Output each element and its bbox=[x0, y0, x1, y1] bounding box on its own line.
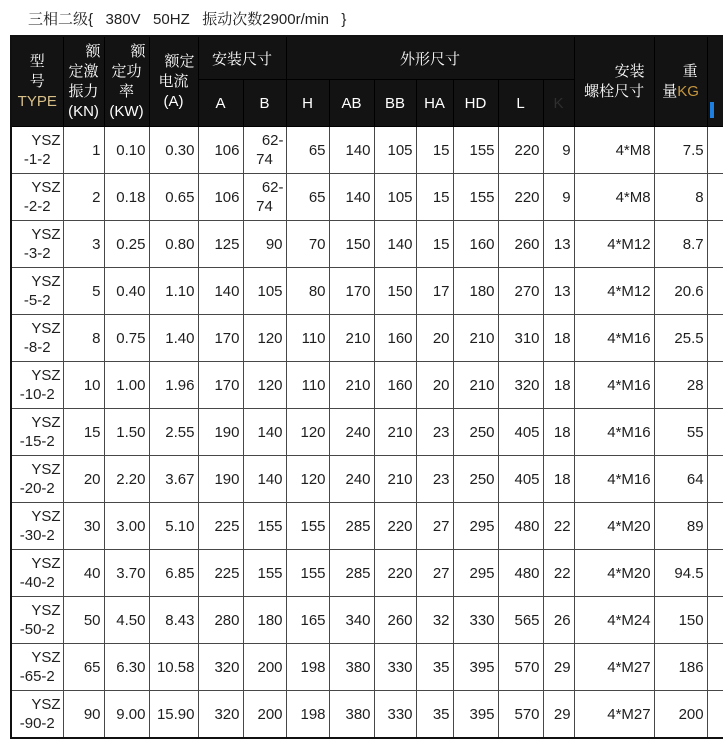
model-line1: YSZ bbox=[31, 461, 61, 478]
model-line1: YSZ bbox=[31, 508, 61, 525]
value-cell: 7.5 bbox=[654, 127, 707, 174]
value-cell: 180 bbox=[453, 268, 498, 315]
value-cell: 15 bbox=[63, 409, 104, 456]
value-cell: 2.20 bbox=[104, 456, 149, 503]
value-cell: 27 bbox=[416, 550, 453, 597]
model-cell bbox=[11, 268, 63, 315]
value-cell: 310 bbox=[498, 315, 543, 362]
value-cell: 18 bbox=[543, 409, 574, 456]
cutoff-cell bbox=[707, 315, 723, 362]
header-force-line: 振力 bbox=[68, 82, 99, 100]
value-cell: 210 bbox=[453, 362, 498, 409]
value-cell: 90 bbox=[243, 221, 286, 268]
value-cell: 225 bbox=[198, 550, 243, 597]
value-cell: 110 bbox=[286, 315, 329, 362]
model-line1: YSZ bbox=[31, 226, 61, 243]
value-cell: 198 bbox=[286, 644, 329, 691]
value-cell: 8 bbox=[63, 315, 104, 362]
header-force-line: 定激 bbox=[68, 62, 99, 80]
value-cell: 280 bbox=[198, 597, 243, 644]
header-current-line: 额定 bbox=[164, 52, 195, 70]
value-cell: 330 bbox=[374, 691, 416, 739]
value-cell: 320 bbox=[198, 691, 243, 739]
cutoff-cell bbox=[707, 174, 723, 221]
cutoff-cell bbox=[707, 221, 723, 268]
header-model-line: 号 bbox=[29, 72, 45, 90]
value-cell: 4*M12 bbox=[574, 268, 654, 315]
value-cell: 5.10 bbox=[149, 503, 198, 550]
value-cell: 4*M8 bbox=[574, 127, 654, 174]
value-cell: 35 bbox=[416, 691, 453, 739]
value-cell: 170 bbox=[198, 362, 243, 409]
value-cell: 18 bbox=[543, 456, 574, 503]
header-dim-BB: BB bbox=[374, 80, 416, 127]
model-cell bbox=[11, 456, 63, 503]
value-cell: 125 bbox=[198, 221, 243, 268]
value-cell: 170 bbox=[329, 268, 374, 315]
value-cell: 0.80 bbox=[149, 221, 198, 268]
value-cell: 140 bbox=[329, 174, 374, 221]
model-line2: -15-2 bbox=[19, 433, 55, 450]
header-model-type: TYPE bbox=[17, 92, 57, 110]
value-cell: 405 bbox=[498, 409, 543, 456]
model-line2: -3-2 bbox=[23, 245, 51, 262]
header-weight bbox=[654, 36, 707, 127]
value-cell: 4*M16 bbox=[574, 409, 654, 456]
cutoff-cell bbox=[707, 644, 723, 691]
cutoff-cell bbox=[707, 456, 723, 503]
value-cell: 89 bbox=[654, 503, 707, 550]
model-cell bbox=[11, 362, 63, 409]
cutoff-cell bbox=[707, 127, 723, 174]
model-cell bbox=[11, 550, 63, 597]
value-cell: 65 bbox=[286, 174, 329, 221]
value-cell: 4*M12 bbox=[574, 221, 654, 268]
header-bolt-size bbox=[574, 36, 654, 127]
model-cell bbox=[11, 174, 63, 221]
value-cell: 405 bbox=[498, 456, 543, 503]
value-cell: 1.50 bbox=[104, 409, 149, 456]
value-cell: 3 bbox=[63, 221, 104, 268]
model-line2: -65-2 bbox=[19, 668, 55, 685]
model-cell bbox=[11, 597, 63, 644]
value-cell: 4*M20 bbox=[574, 550, 654, 597]
value-cell: 150 bbox=[329, 221, 374, 268]
value-cell: 0.75 bbox=[104, 315, 149, 362]
value-cell: 120 bbox=[243, 362, 286, 409]
model-line1: YSZ bbox=[31, 273, 61, 290]
value-cell: 4*M20 bbox=[574, 503, 654, 550]
cutoff-cell bbox=[707, 362, 723, 409]
header-power-line: 额 bbox=[130, 42, 146, 60]
value-cell: 23 bbox=[416, 456, 453, 503]
header-install-group: 安装尺寸 bbox=[198, 36, 286, 80]
value-cell: 210 bbox=[374, 409, 416, 456]
model-line2: -10-2 bbox=[19, 386, 55, 403]
table-row bbox=[11, 503, 723, 550]
value-cell: 285 bbox=[329, 503, 374, 550]
value-cell: 198 bbox=[286, 691, 329, 739]
header-dim-L: L bbox=[498, 80, 543, 127]
value-cell: 210 bbox=[329, 362, 374, 409]
value-cell: 1.10 bbox=[149, 268, 198, 315]
header-model bbox=[11, 36, 63, 127]
value-cell: 220 bbox=[498, 127, 543, 174]
value-cell: 4.50 bbox=[104, 597, 149, 644]
value-cell: 110 bbox=[286, 362, 329, 409]
value-cell: 210 bbox=[374, 456, 416, 503]
value-cell: 40 bbox=[63, 550, 104, 597]
value-cell: 165 bbox=[286, 597, 329, 644]
header-weight-line: 重 bbox=[682, 62, 698, 80]
cutoff-cell bbox=[707, 268, 723, 315]
value-cell: 105 bbox=[374, 174, 416, 221]
header-rated-power bbox=[104, 36, 149, 127]
header-dim-H: H bbox=[286, 80, 329, 127]
value-cell: 225 bbox=[198, 503, 243, 550]
value-cell: 395 bbox=[453, 691, 498, 739]
table-row bbox=[11, 127, 723, 174]
table-row bbox=[11, 362, 723, 409]
value-cell: 330 bbox=[453, 597, 498, 644]
header-force-line: (KN) bbox=[68, 102, 99, 120]
value-cell: 6.30 bbox=[104, 644, 149, 691]
value-cell: 15 bbox=[416, 221, 453, 268]
value-cell: 10.58 bbox=[149, 644, 198, 691]
value-cell: 105 bbox=[374, 127, 416, 174]
table-row bbox=[11, 174, 723, 221]
value-cell: 65 bbox=[286, 127, 329, 174]
table-row bbox=[11, 550, 723, 597]
table-row bbox=[11, 456, 723, 503]
model-line1: YSZ bbox=[31, 132, 61, 149]
value-cell: 15.90 bbox=[149, 691, 198, 739]
value-cell: 4*M24 bbox=[574, 597, 654, 644]
header-power-line: (KW) bbox=[109, 102, 144, 120]
value-cell: 0.10 bbox=[104, 127, 149, 174]
value-cell: 17 bbox=[416, 268, 453, 315]
table-row bbox=[11, 268, 723, 315]
value-cell: 105 bbox=[243, 268, 286, 315]
value-cell: 200 bbox=[654, 691, 707, 739]
value-cell: 0.18 bbox=[104, 174, 149, 221]
model-line1: YSZ bbox=[31, 602, 61, 619]
value-cell: 220 bbox=[498, 174, 543, 221]
header-row-groups bbox=[11, 36, 723, 80]
value-cell: 13 bbox=[543, 221, 574, 268]
header-current-line: 电流(A) bbox=[158, 72, 189, 110]
header-power-line: 定功率 bbox=[111, 62, 142, 100]
cutoff-cell bbox=[707, 691, 723, 739]
value-cell: 50 bbox=[63, 597, 104, 644]
value-cell: 160 bbox=[374, 315, 416, 362]
value-cell: 4*M27 bbox=[574, 691, 654, 739]
value-cell: 26 bbox=[543, 597, 574, 644]
table-body bbox=[11, 127, 723, 739]
table-row bbox=[11, 691, 723, 739]
value-cell: 150 bbox=[374, 268, 416, 315]
model-line2: -20-2 bbox=[19, 480, 55, 497]
value-cell: 9 bbox=[543, 174, 574, 221]
value-cell: 20 bbox=[416, 362, 453, 409]
header-cutoff-cell bbox=[707, 36, 723, 127]
header-bolt-line: 螺栓尺寸 bbox=[584, 82, 645, 100]
value-cell: 22 bbox=[543, 503, 574, 550]
value-cell: 18 bbox=[543, 362, 574, 409]
value-cell: 32 bbox=[416, 597, 453, 644]
value-cell: 90 bbox=[63, 691, 104, 739]
value-cell bbox=[243, 174, 286, 221]
model-line1: YSZ bbox=[31, 649, 61, 666]
value-cell: 1.40 bbox=[149, 315, 198, 362]
model-cell bbox=[11, 409, 63, 456]
value-cell: 190 bbox=[198, 409, 243, 456]
value-cell: 94.5 bbox=[654, 550, 707, 597]
table-row bbox=[11, 644, 723, 691]
value-cell: 395 bbox=[453, 644, 498, 691]
value-cell: 15 bbox=[416, 127, 453, 174]
value-line1: 62- bbox=[261, 179, 284, 196]
header-dim-HA: HA bbox=[416, 80, 453, 127]
value-cell: 120 bbox=[286, 456, 329, 503]
value-cell: 2 bbox=[63, 174, 104, 221]
header-dim-HD: HD bbox=[453, 80, 498, 127]
header-dim-B: B bbox=[243, 80, 286, 127]
value-cell: 120 bbox=[243, 315, 286, 362]
value-cell: 340 bbox=[329, 597, 374, 644]
value-cell: 210 bbox=[453, 315, 498, 362]
value-cell: 140 bbox=[243, 409, 286, 456]
header-weight-line2 bbox=[655, 82, 707, 102]
value-cell: 285 bbox=[329, 550, 374, 597]
value-cell: 160 bbox=[453, 221, 498, 268]
value-cell: 295 bbox=[453, 550, 498, 597]
header-rated-force bbox=[63, 36, 104, 127]
value-cell: 155 bbox=[243, 550, 286, 597]
weight-unit: KG bbox=[677, 82, 699, 100]
table-row bbox=[11, 597, 723, 644]
header-rated-current bbox=[149, 36, 198, 127]
value-cell: 150 bbox=[654, 597, 707, 644]
value-cell: 23 bbox=[416, 409, 453, 456]
value-cell: 35 bbox=[416, 644, 453, 691]
header-force-line: 额 bbox=[85, 42, 101, 60]
value-cell: 210 bbox=[329, 315, 374, 362]
value-cell: 4*M27 bbox=[574, 644, 654, 691]
value-cell: 480 bbox=[498, 550, 543, 597]
model-line2: -50-2 bbox=[19, 621, 55, 638]
value-cell: 240 bbox=[329, 456, 374, 503]
table-row bbox=[11, 409, 723, 456]
value-cell: 565 bbox=[498, 597, 543, 644]
value-cell: 106 bbox=[198, 174, 243, 221]
value-cell: 9.00 bbox=[104, 691, 149, 739]
table-row bbox=[11, 315, 723, 362]
value-cell: 170 bbox=[198, 315, 243, 362]
value-cell: 140 bbox=[329, 127, 374, 174]
value-cell: 0.30 bbox=[149, 127, 198, 174]
model-line2: -2-2 bbox=[23, 198, 51, 215]
value-cell: 570 bbox=[498, 644, 543, 691]
model-line2: -30-2 bbox=[19, 527, 55, 544]
value-cell: 155 bbox=[286, 550, 329, 597]
value-cell: 240 bbox=[329, 409, 374, 456]
model-line2: -5-2 bbox=[23, 292, 51, 309]
value-cell: 64 bbox=[654, 456, 707, 503]
model-cell bbox=[11, 315, 63, 362]
value-cell: 200 bbox=[243, 691, 286, 739]
value-cell: 9 bbox=[543, 127, 574, 174]
header-dim-A: A bbox=[198, 80, 243, 127]
value-cell: 380 bbox=[329, 644, 374, 691]
value-cell: 250 bbox=[453, 409, 498, 456]
value-cell: 30 bbox=[63, 503, 104, 550]
value-cell: 0.65 bbox=[149, 174, 198, 221]
value-cell: 0.40 bbox=[104, 268, 149, 315]
value-cell: 200 bbox=[243, 644, 286, 691]
value-cell: 4*M8 bbox=[574, 174, 654, 221]
value-cell: 10 bbox=[63, 362, 104, 409]
value-cell: 15 bbox=[416, 174, 453, 221]
value-cell: 29 bbox=[543, 644, 574, 691]
value-cell: 4*M16 bbox=[574, 456, 654, 503]
value-cell: 155 bbox=[453, 127, 498, 174]
value-cell: 3.67 bbox=[149, 456, 198, 503]
header-bolt-line: 安装 bbox=[614, 62, 645, 80]
value-cell: 295 bbox=[453, 503, 498, 550]
value-cell: 20 bbox=[416, 315, 453, 362]
value-cell: 25.5 bbox=[654, 315, 707, 362]
value-cell: 186 bbox=[654, 644, 707, 691]
value-cell: 27 bbox=[416, 503, 453, 550]
spec-table bbox=[10, 35, 723, 739]
model-line1: YSZ bbox=[31, 320, 61, 337]
cutoff-cell bbox=[707, 550, 723, 597]
value-cell: 330 bbox=[374, 644, 416, 691]
value-cell: 180 bbox=[243, 597, 286, 644]
value-cell: 120 bbox=[286, 409, 329, 456]
value-cell: 18 bbox=[543, 315, 574, 362]
model-line1: YSZ bbox=[31, 696, 61, 713]
value-cell: 0.25 bbox=[104, 221, 149, 268]
model-cell bbox=[11, 127, 63, 174]
model-line2: -8-2 bbox=[23, 339, 51, 356]
model-line1: YSZ bbox=[31, 179, 61, 196]
value-cell: 29 bbox=[543, 691, 574, 739]
value-cell: 140 bbox=[374, 221, 416, 268]
spec-caption: 三相二级{ 380V 50HZ 振动次数2900r/min } bbox=[28, 11, 347, 28]
value-cell: 155 bbox=[243, 503, 286, 550]
value-cell: 1.00 bbox=[104, 362, 149, 409]
model-line2: -90-2 bbox=[19, 715, 55, 732]
value-cell bbox=[243, 127, 286, 174]
value-line1: 62- bbox=[261, 132, 284, 149]
value-cell: 320 bbox=[498, 362, 543, 409]
value-cell: 5 bbox=[63, 268, 104, 315]
value-cell: 220 bbox=[374, 503, 416, 550]
blue-edge-artifact bbox=[710, 102, 714, 118]
value-cell: 320 bbox=[198, 644, 243, 691]
value-cell: 8 bbox=[654, 174, 707, 221]
model-cell bbox=[11, 644, 63, 691]
header-outline-group: 外形尺寸 bbox=[286, 36, 574, 80]
value-cell: 160 bbox=[374, 362, 416, 409]
value-cell: 380 bbox=[329, 691, 374, 739]
model-cell bbox=[11, 691, 63, 739]
value-cell: 80 bbox=[286, 268, 329, 315]
value-cell: 270 bbox=[498, 268, 543, 315]
model-cell bbox=[11, 221, 63, 268]
value-cell: 65 bbox=[63, 644, 104, 691]
model-cell bbox=[11, 503, 63, 550]
value-cell: 3.70 bbox=[104, 550, 149, 597]
cutoff-cell bbox=[707, 503, 723, 550]
value-cell: 22 bbox=[543, 550, 574, 597]
value-cell: 20.6 bbox=[654, 268, 707, 315]
value-cell: 260 bbox=[374, 597, 416, 644]
cutoff-cell bbox=[707, 409, 723, 456]
value-cell: 70 bbox=[286, 221, 329, 268]
value-cell: 2.55 bbox=[149, 409, 198, 456]
value-cell: 13 bbox=[543, 268, 574, 315]
value-cell: 1.96 bbox=[149, 362, 198, 409]
value-cell: 140 bbox=[198, 268, 243, 315]
table-header bbox=[11, 36, 723, 127]
value-cell: 155 bbox=[453, 174, 498, 221]
value-cell: 260 bbox=[498, 221, 543, 268]
value-cell: 140 bbox=[243, 456, 286, 503]
value-cell: 4*M16 bbox=[574, 315, 654, 362]
value-cell: 4*M16 bbox=[574, 362, 654, 409]
header-model-line: 型 bbox=[29, 52, 45, 70]
value-cell: 220 bbox=[374, 550, 416, 597]
value-cell: 8.7 bbox=[654, 221, 707, 268]
value-cell: 570 bbox=[498, 691, 543, 739]
header-dim-AB: AB bbox=[329, 80, 374, 127]
value-cell: 250 bbox=[453, 456, 498, 503]
value-cell: 155 bbox=[286, 503, 329, 550]
header-dim-K: K bbox=[543, 80, 574, 127]
value-cell: 6.85 bbox=[149, 550, 198, 597]
value-cell: 55 bbox=[654, 409, 707, 456]
value-cell: 480 bbox=[498, 503, 543, 550]
model-line1: YSZ bbox=[31, 367, 61, 384]
value-cell: 20 bbox=[63, 456, 104, 503]
value-cell: 106 bbox=[198, 127, 243, 174]
model-line1: YSZ bbox=[31, 555, 61, 572]
value-cell: 1 bbox=[63, 127, 104, 174]
value-cell: 3.00 bbox=[104, 503, 149, 550]
model-line2: -1-2 bbox=[23, 151, 51, 168]
table-row bbox=[11, 221, 723, 268]
model-line2: -40-2 bbox=[19, 574, 55, 591]
value-cell: 8.43 bbox=[149, 597, 198, 644]
value-line2: 74 bbox=[256, 151, 273, 168]
weight-cn: 量 bbox=[662, 82, 678, 100]
value-cell: 28 bbox=[654, 362, 707, 409]
model-line1: YSZ bbox=[31, 414, 61, 431]
value-line2: 74 bbox=[256, 198, 273, 215]
cutoff-cell bbox=[707, 597, 723, 644]
value-cell: 190 bbox=[198, 456, 243, 503]
